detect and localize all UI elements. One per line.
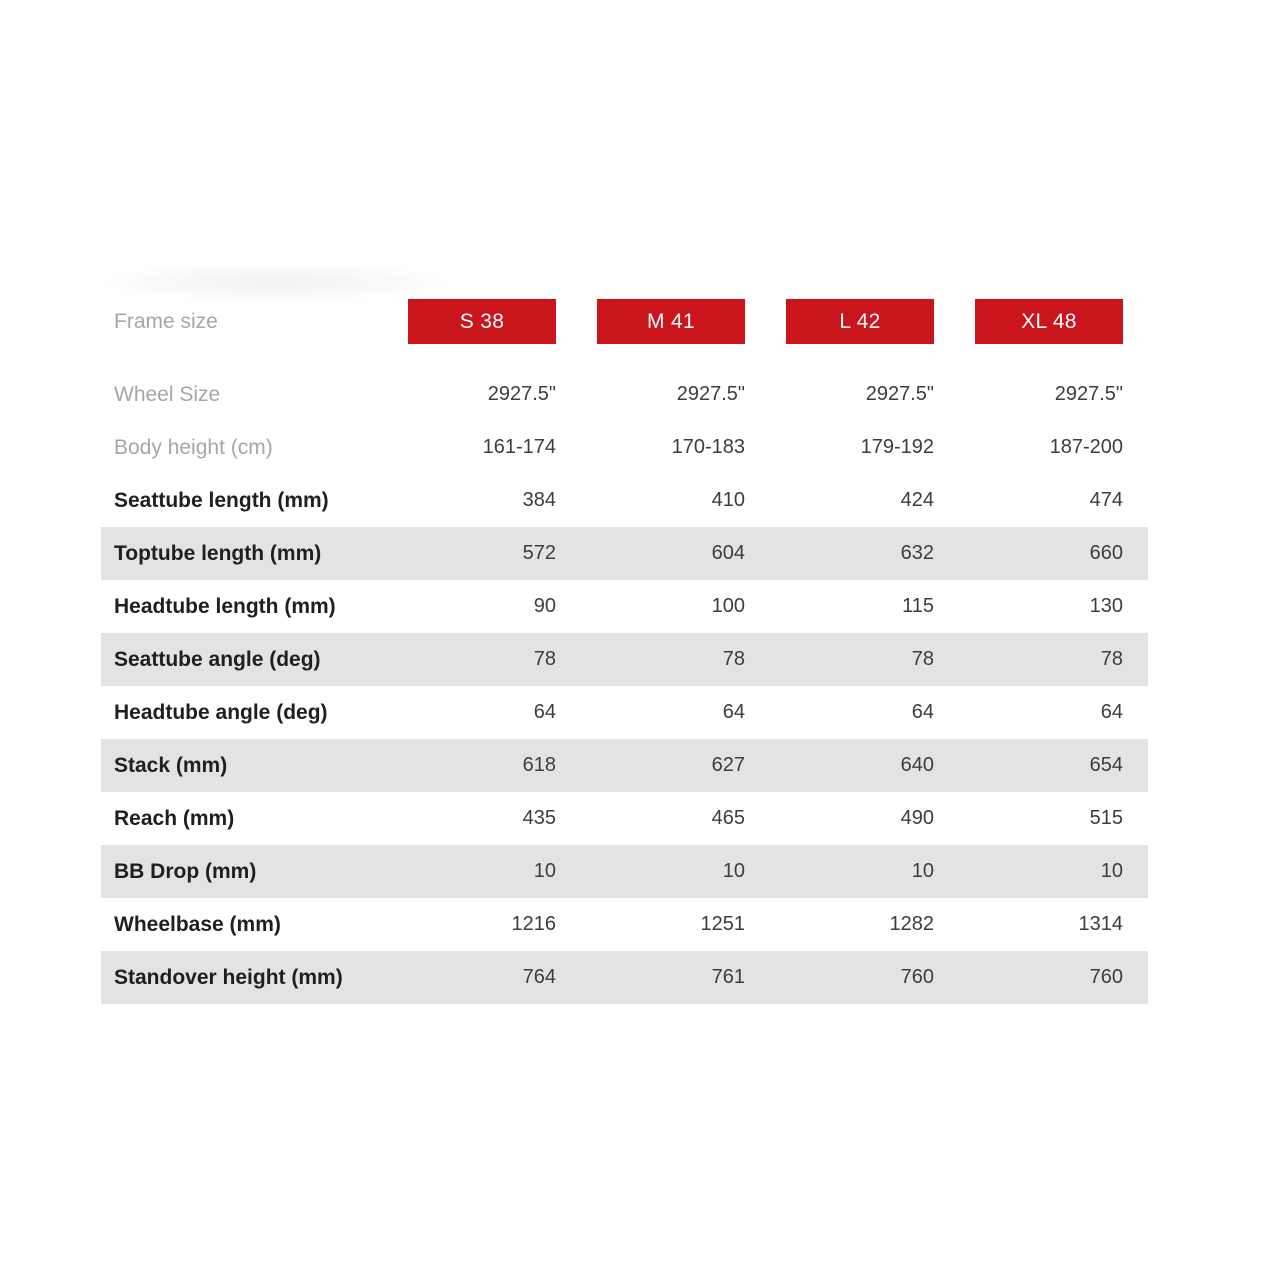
value-cell xyxy=(745,368,934,421)
value-text: 170-183 xyxy=(671,436,745,458)
value-cell xyxy=(556,421,745,474)
value-text: 654 xyxy=(1089,754,1123,776)
row-label: Headtube angle (deg) xyxy=(114,700,328,724)
value-cell xyxy=(408,845,556,898)
row-label: Wheelbase (mm) xyxy=(114,912,281,936)
value-text: 764 xyxy=(522,966,556,988)
value-cell xyxy=(408,580,556,633)
row-label: Seattube angle (deg) xyxy=(114,647,321,671)
frame-size-header-cell xyxy=(408,299,556,344)
row-label: Body height (cm) xyxy=(114,435,273,459)
value-cell xyxy=(934,527,1123,580)
cropped-image-shadow-artifact xyxy=(105,264,445,300)
value-text: 572 xyxy=(522,542,556,564)
frame-size-header-cell xyxy=(556,299,745,344)
value-cell xyxy=(745,845,934,898)
value-text: 78 xyxy=(911,648,934,670)
row-label-cell xyxy=(101,792,408,845)
frame-size-header-row xyxy=(101,299,1148,344)
value-cell xyxy=(408,739,556,792)
value-cell xyxy=(556,686,745,739)
row-label-cell xyxy=(101,368,408,421)
row-label: Reach (mm) xyxy=(114,806,235,830)
value-cell xyxy=(408,898,556,951)
row-spacer xyxy=(1123,527,1147,580)
value-text: 660 xyxy=(1089,542,1123,564)
value-cell xyxy=(934,474,1123,527)
table-row xyxy=(101,421,1148,474)
value-text: 1251 xyxy=(700,913,745,935)
row-label: Toptube length (mm) xyxy=(114,541,322,565)
value-text: 78 xyxy=(722,648,745,670)
value-cell xyxy=(408,633,556,686)
table-body xyxy=(101,368,1148,1004)
table-row xyxy=(101,951,1148,1004)
table-row xyxy=(101,527,1148,580)
value-text: 2927.5" xyxy=(487,383,556,405)
value-text: 78 xyxy=(533,648,556,670)
value-cell xyxy=(556,474,745,527)
table-row xyxy=(101,686,1148,739)
value-cell xyxy=(934,580,1123,633)
value-text: 424 xyxy=(900,489,934,511)
row-spacer xyxy=(1123,368,1147,421)
row-spacer xyxy=(1123,686,1147,739)
value-cell xyxy=(934,792,1123,845)
value-cell xyxy=(556,633,745,686)
header-row-spacer xyxy=(1123,299,1147,344)
row-label: Seattube length (mm) xyxy=(114,488,329,512)
value-cell xyxy=(934,898,1123,951)
frame-size-badge: XL 48 xyxy=(975,299,1123,344)
row-spacer xyxy=(1123,580,1147,633)
value-cell xyxy=(745,527,934,580)
value-text: 465 xyxy=(711,807,745,829)
value-text: 10 xyxy=(722,860,745,882)
table-row xyxy=(101,792,1148,845)
value-cell xyxy=(408,368,556,421)
value-cell xyxy=(934,686,1123,739)
value-text: 100 xyxy=(711,595,745,617)
value-text: 1216 xyxy=(511,913,556,935)
value-text: 640 xyxy=(900,754,934,776)
row-spacer xyxy=(1123,739,1147,792)
row-label: Standover height (mm) xyxy=(114,965,343,989)
row-spacer xyxy=(1123,845,1147,898)
value-text: 627 xyxy=(711,754,745,776)
value-cell xyxy=(556,527,745,580)
row-label-cell xyxy=(101,633,408,686)
row-label: Wheel Size xyxy=(114,382,221,406)
value-text: 161-174 xyxy=(482,436,556,458)
frame-size-label: Frame size xyxy=(114,309,218,333)
value-cell xyxy=(934,421,1123,474)
value-cell xyxy=(745,686,934,739)
value-text: 10 xyxy=(533,860,556,882)
value-text: 384 xyxy=(522,489,556,511)
row-label-cell xyxy=(101,951,408,1004)
value-text: 2927.5" xyxy=(1054,383,1123,405)
row-spacer xyxy=(1123,951,1147,1004)
value-text: 604 xyxy=(711,542,745,564)
value-cell xyxy=(408,421,556,474)
value-text: 64 xyxy=(1100,701,1123,723)
row-label: Headtube length (mm) xyxy=(114,594,336,618)
value-cell xyxy=(556,845,745,898)
row-spacer xyxy=(1123,474,1147,527)
value-cell xyxy=(934,368,1123,421)
value-text: 78 xyxy=(1100,648,1123,670)
value-cell xyxy=(745,580,934,633)
value-cell xyxy=(745,739,934,792)
value-text: 2927.5" xyxy=(865,383,934,405)
row-label-cell xyxy=(101,898,408,951)
value-cell xyxy=(745,898,934,951)
table-row xyxy=(101,474,1148,527)
value-cell xyxy=(745,792,934,845)
row-label-cell xyxy=(101,739,408,792)
frame-size-header-cell xyxy=(745,299,934,344)
value-text: 2927.5" xyxy=(676,383,745,405)
value-cell xyxy=(934,845,1123,898)
value-text: 10 xyxy=(1100,860,1123,882)
value-cell xyxy=(934,739,1123,792)
value-cell xyxy=(408,527,556,580)
value-text: 490 xyxy=(900,807,934,829)
value-cell xyxy=(934,951,1123,1004)
frame-size-badge: M 41 xyxy=(597,299,745,344)
table-row xyxy=(101,898,1148,951)
value-text: 410 xyxy=(711,489,745,511)
row-spacer xyxy=(1123,898,1147,951)
value-text: 179-192 xyxy=(860,436,934,458)
row-label-cell xyxy=(101,845,408,898)
table-row xyxy=(101,845,1148,898)
value-cell xyxy=(556,580,745,633)
value-cell xyxy=(745,421,934,474)
value-cell xyxy=(556,792,745,845)
value-cell xyxy=(934,633,1123,686)
row-spacer xyxy=(1123,792,1147,845)
value-cell xyxy=(745,951,934,1004)
frame-geometry-table xyxy=(101,299,1148,1004)
value-text: 64 xyxy=(722,701,745,723)
value-text: 64 xyxy=(533,701,556,723)
row-spacer xyxy=(1123,421,1147,474)
frame-size-badge: L 42 xyxy=(786,299,934,344)
value-text: 130 xyxy=(1089,595,1123,617)
value-text: 1282 xyxy=(889,913,934,935)
value-text: 435 xyxy=(522,807,556,829)
value-text: 618 xyxy=(522,754,556,776)
value-cell xyxy=(556,368,745,421)
value-text: 632 xyxy=(900,542,934,564)
row-label-cell xyxy=(101,580,408,633)
value-cell xyxy=(556,898,745,951)
frame-size-badge: S 38 xyxy=(408,299,556,344)
value-cell xyxy=(408,951,556,1004)
value-cell xyxy=(556,739,745,792)
row-label-cell xyxy=(101,421,408,474)
value-text: 761 xyxy=(711,966,745,988)
value-text: 1314 xyxy=(1078,913,1123,935)
value-cell xyxy=(745,633,934,686)
value-text: 760 xyxy=(900,966,934,988)
value-cell xyxy=(556,951,745,1004)
value-text: 760 xyxy=(1089,966,1123,988)
value-cell xyxy=(408,792,556,845)
frame-size-header-cell xyxy=(934,299,1123,344)
value-cell xyxy=(408,474,556,527)
value-text: 10 xyxy=(911,860,934,882)
row-label-cell xyxy=(101,686,408,739)
value-text: 187-200 xyxy=(1049,436,1123,458)
table-row xyxy=(101,633,1148,686)
value-text: 64 xyxy=(911,701,934,723)
row-spacer xyxy=(1123,633,1147,686)
row-label-cell xyxy=(101,527,408,580)
frame-size-label-cell xyxy=(101,299,408,344)
row-label: Stack (mm) xyxy=(114,753,228,777)
value-text: 115 xyxy=(902,595,934,617)
row-label: BB Drop (mm) xyxy=(114,859,257,883)
table-row xyxy=(101,739,1148,792)
table-row xyxy=(101,580,1148,633)
value-cell xyxy=(408,686,556,739)
row-label-cell xyxy=(101,474,408,527)
value-text: 515 xyxy=(1089,807,1123,829)
value-cell xyxy=(745,474,934,527)
table-row xyxy=(101,368,1148,421)
value-text: 90 xyxy=(533,595,556,617)
value-text: 474 xyxy=(1089,489,1123,511)
